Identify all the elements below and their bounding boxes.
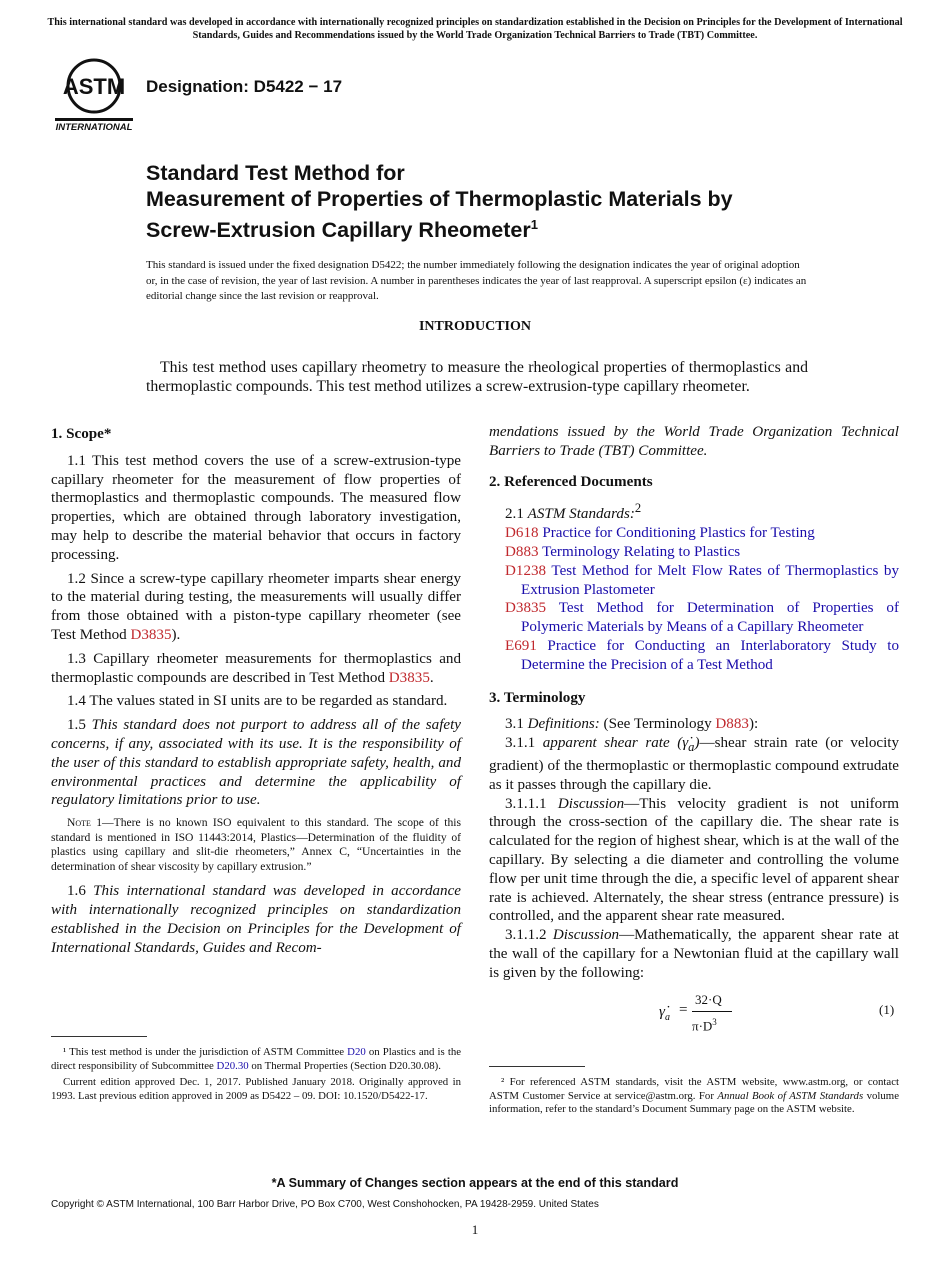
link-d20-30[interactable]: D20.30: [216, 1059, 249, 1072]
reference-item[interactable]: D618 Practice for Conditioning Plastics for Testing: [505, 525, 815, 542]
copyright: Copyright © ASTM International, 100 Barr Harbor Drive, PO Box C700, West Conshohocken, PA 19428-2959. United States: [51, 1199, 599, 1210]
reference-item[interactable]: D3835 Test Method for Determination of Properties of Polymeric Materials by Means of a Capillary Rheometer: [505, 600, 899, 636]
page-number: 1: [471, 1222, 479, 1237]
note-1: Note 1—There is no known ISO equivalent to this standard. The scope of this standard is mentioned in ISO 11443:2014, Plastics—Determination of the fluidity of plastics using capillary and slit-die rheometers,” Annex C, “Uncertainties in the determination of shear viscosity by capillary extrusion.”: [51, 816, 461, 873]
reference-item[interactable]: D883 Terminology Relating to Plastics: [505, 544, 741, 561]
footnote-2: ² For referenced ASTM standards, visit the ASTM website, www.astm.org, or contact ASTM Customer Service at service@astm.org. For Annual Book of ASTM Standards volume information, refer to the standard’s Document Summary page on the ASTM website.: [489, 1076, 899, 1115]
reference-list: [489, 524, 899, 674]
equation-numerator: 32·Q: [695, 991, 722, 1007]
fraction-bar: [692, 1011, 732, 1012]
right-column: [489, 423, 899, 1035]
logo-subtext: INTERNATIONAL: [55, 122, 133, 132]
link-d883[interactable]: D883: [715, 716, 749, 733]
designation: Designation: D5422 − 17: [146, 77, 343, 96]
link-d20[interactable]: D20: [347, 1046, 366, 1058]
scope-1-1: 1.1 This test method covers the use of a screw-extrusion-type capillary rheometer for the measurement of flow properties of thermoplastics and thermoplastic compounds. The measured flow properties, which are obtained through laboratory investigation, may help to describe the material behavior that occurs in factory processing.: [51, 452, 461, 563]
link-d3835[interactable]: D3835: [130, 626, 172, 643]
left-column: [51, 423, 461, 962]
equation-denominator: $\pi\cdot D^3$: [692, 1016, 717, 1033]
discussion-3-1-1-1: 3.1.1.1 Discussion—This velocity gradient is not uniform through the cross-section of the capillary die. The shear rate is calculated for the region of highest shear, which is at the wall of the capillary. By selecting a die diameter and controlling the volume flow per unit time through the die, a specific level of apparent shear rate is achieved. Alternately, the shear stress (entrance pressure) is controlled, and the apparent shear rate measured.: [489, 795, 899, 925]
term-3-1-1: 3.1.1 apparent shear rate $(\gammȧ_a)—shear$ strain rate (or velocity gradient) of the thermoplastic or thermoplastic compound extrudate as it passes through the capillary die.: [489, 735, 900, 793]
link-d3835[interactable]: D3835: [388, 669, 430, 686]
scope-1-6: 1.6 This international standard was developed in accordance with internationally recognized principles on standardization established in the Decision on Principles for the Development of International Standards, Guides and Recom-: [51, 883, 461, 956]
title-line-1: Standard Test Method for: [146, 161, 405, 185]
page-title: [146, 160, 866, 243]
title-line-2: Measurement of Properties of Thermoplastic Materials by: [146, 187, 733, 211]
summary-note: *A Summary of Changes section appears at the end of this standard: [271, 1176, 679, 1190]
scope-1-6-continued: mendations issued by the World Trade Organization Technical Barriers to Trade (TBT) Committee.: [489, 424, 899, 459]
terminology-heading: 3. Terminology: [489, 689, 586, 706]
edition-note: Current edition approved Dec. 1, 2017. Published January 2018. Originally approved in 1993. Last previous edition approved in 2009 as D5422 – 09. DOI: 10.1520/D5422-17.: [51, 1076, 461, 1102]
scope-1-5: 1.5 This standard does not purport to address all of the safety concerns, if any, associated with its use. It is the responsibility of the user of this standard to establish appropriate safety, health, and environmental practices and determine the applicability of regulatory limitations prior to use.: [51, 717, 462, 809]
introduction-heading: INTRODUCTION: [418, 319, 531, 334]
definitions: 3.1 Definitions: (See Terminology D883):: [505, 716, 759, 733]
referenced-documents-heading: 2. Referenced Documents: [489, 473, 653, 490]
astm-logo-icon: [55, 56, 133, 132]
discussion-3-1-1-2: 3.1.1.2 Discussion—Mathematically, the apparent shear rate at the wall of the capillary for a Newtonian fluid at the capillary wall is given by the following:: [489, 927, 899, 981]
scope-1-4: 1.4 The values stated in SI units are to be regarded as standard.: [67, 693, 448, 710]
astm-standards-label: 2.1 ASTM Standards:$^2$: [505, 501, 642, 523]
scope-1-3: 1.3 Capillary rheometer measurements for thermoplastics and thermoplastic compounds are described in Test Method D3835.: [51, 650, 461, 686]
footnote-divider: [51, 1036, 147, 1037]
title-line-3: Screw-Extrusion Capillary Rheometer$^1$: [146, 217, 538, 243]
astm-logo: [55, 56, 133, 132]
reference-item[interactable]: E691 Practice for Conducting an Interlaboratory Study to Determine the Precision of a Test Method: [505, 638, 900, 673]
reference-item[interactable]: D1238 Test Method for Melt Flow Rates of Thermoplastics by Extrusion Plastometer: [505, 562, 899, 598]
header-note: This international standard was developed in accordance with internationally recognized principles on standardization established in the Decision on Principles for the Development of International Standards, Guides and Recommendations issued by the World Trade Organization Technical Barriers to Trade (TBT) Committee.: [47, 17, 903, 41]
equation-1: $\gammȧ_a$ = 32·Q $\pi\cdot D^3$ (1): [489, 991, 899, 1035]
introduction-text: This test method uses capillary rheometry to measure the rheological properties of thermoplastics and thermoplastic compounds. This test method utilizes a screw-extrusion-type capillary rheometer.: [146, 359, 808, 395]
footnote-1: ¹ This test method is under the jurisdiction of ASTM Committee D20 on Plastics and is the direct responsibility of Subcommittee D20.30 on Thermal Properties (Section D20.30.08). Current edition approved Dec. 1, 2017. Published January 2018. Originally approved in 1993. Last previous edition approved in 2009 as D5422 – 09. DOI: 10.1520/D5422-17.: [51, 1046, 462, 1102]
scope-heading: 1. Scope*: [51, 426, 112, 442]
equation-label: (1): [879, 1001, 895, 1017]
scope-1-2: 1.2 Since a screw-type capillary rheometer imparts shear energy to the material during testing, the measurements will usually differ from those obtained with a piston-type capillary rheometer (see Test Method D3835).: [51, 570, 461, 643]
footnote-divider: [489, 1066, 585, 1067]
issue-note: This standard is issued under the fixed designation D5422; the number immediately following the designation indicates the year of original adoption or, in the case of revision, the year of last revision. A number in parentheses indicates the year of last reapproval. A superscript epsilon (ε) indicates an editorial change since the last revision or reapproval.: [146, 259, 807, 302]
title-footnote-ref[interactable]: 1: [530, 217, 538, 232]
logo-text: ASTM: [62, 74, 126, 99]
